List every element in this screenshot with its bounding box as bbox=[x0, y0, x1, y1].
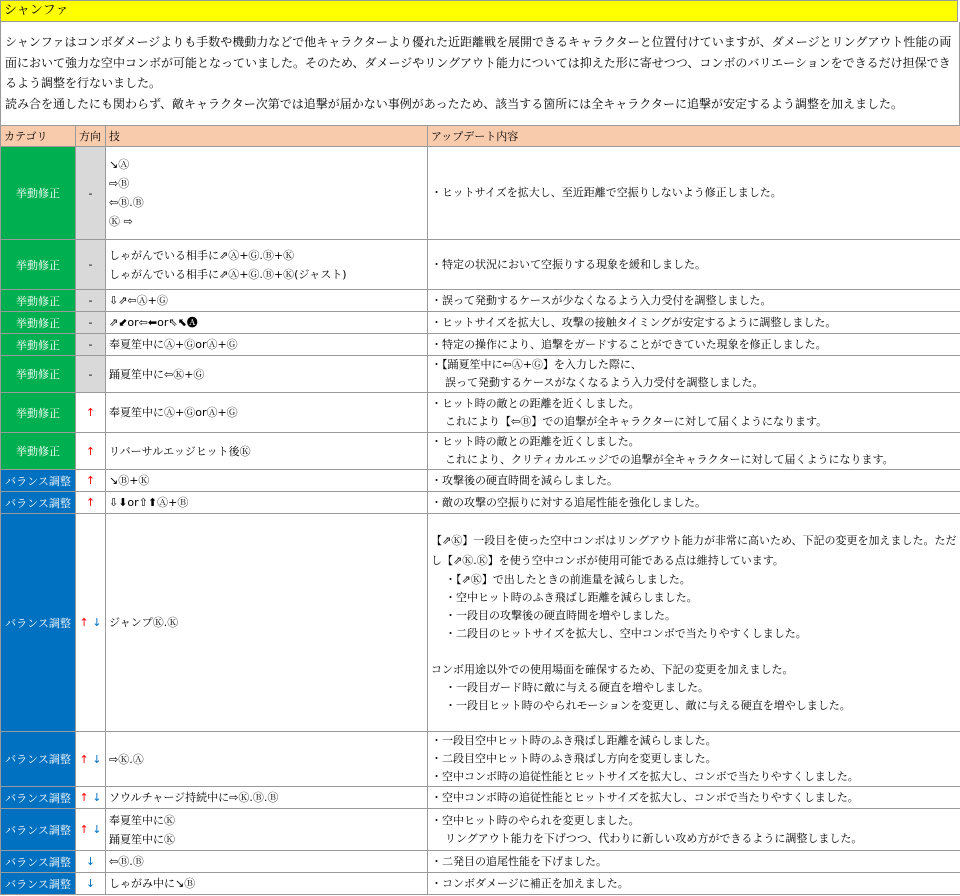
table-row bbox=[1, 787, 960, 809]
update-line: 誤って発動するケースがなくなるよう入力受付を調整しました。 bbox=[445, 376, 764, 389]
direction-cell: - bbox=[76, 290, 106, 312]
update-line: ・ヒット時の敵との距離を近くしました。 bbox=[431, 435, 640, 448]
category-cell: バランス調整 bbox=[1, 851, 76, 873]
up-arrow-icon: ↑ bbox=[79, 752, 89, 766]
update-line: ・二段目のヒットサイズを拡大し、空中コンボで当たりやすくしました。 bbox=[445, 626, 807, 640]
move-cell bbox=[106, 334, 428, 356]
table-row bbox=[1, 433, 960, 470]
header-update: アップデート内容 bbox=[428, 126, 960, 147]
category-cell: バランス調整 bbox=[1, 787, 76, 809]
update-cell bbox=[428, 147, 960, 240]
update-line: ・特定の操作により、追撃をガードすることができていた現象を修正しました。 bbox=[431, 337, 827, 351]
update-line: ・【⇗Ⓚ】で出したときの前進量を減らしました。 bbox=[445, 572, 691, 586]
update-cell bbox=[428, 732, 960, 787]
update-line: ・攻撃後の硬直時間を減らしました。 bbox=[431, 473, 618, 487]
category-cell: 挙動修正 bbox=[1, 433, 76, 470]
move-cell bbox=[106, 470, 428, 492]
page-title: シャンファ bbox=[0, 0, 958, 22]
up-arrow-icon: ↑ bbox=[85, 444, 96, 458]
table-row bbox=[1, 492, 960, 514]
update-line: ・一段目の攻撃後の硬直時間を増やしました。 bbox=[445, 608, 676, 622]
category-cell: バランス調整 bbox=[1, 492, 76, 514]
up-arrow-icon: ↑ bbox=[85, 474, 96, 487]
move-cell bbox=[106, 147, 428, 240]
move-command: ↘Ⓑ+Ⓚ bbox=[109, 474, 150, 487]
move-command: ⇦Ⓑ.Ⓑ bbox=[109, 196, 144, 209]
table-row bbox=[1, 873, 960, 895]
table-row bbox=[1, 312, 960, 334]
down-arrow-icon: ↓ bbox=[92, 616, 102, 629]
move-command: リバーサルエッジヒット後Ⓚ bbox=[109, 444, 251, 458]
table-body bbox=[1, 147, 960, 895]
update-line: ・敵の攻撃の空振りに対する追尾性能を強化しました。 bbox=[431, 495, 706, 509]
direction-cell bbox=[76, 433, 106, 470]
table-row bbox=[1, 356, 960, 393]
category-cell: 挙動修正 bbox=[1, 334, 76, 356]
direction-cell bbox=[76, 393, 106, 433]
table-row bbox=[1, 393, 960, 433]
table-row bbox=[1, 147, 960, 240]
intro-paragraph-2: 読み合を通したにも関わらず、敵キャラクター次第では追撃が届かない事例があったため、該当する箇所には全キャラクターに追撃が安定するよう調整を加えました。 bbox=[5, 96, 903, 111]
move-command: ⇨Ⓚ.Ⓐ bbox=[109, 752, 144, 766]
table-row bbox=[1, 851, 960, 873]
direction-cell: - bbox=[76, 312, 106, 334]
direction-cell bbox=[76, 732, 106, 787]
move-cell bbox=[106, 492, 428, 514]
direction-cell bbox=[76, 787, 106, 809]
move-cell bbox=[106, 290, 428, 312]
move-command: しゃがんでいる相手に⇗Ⓐ+Ⓖ.Ⓑ+Ⓚ(ジャスト) bbox=[109, 267, 347, 281]
table-row bbox=[1, 290, 960, 312]
table-row bbox=[1, 334, 960, 356]
update-cell bbox=[428, 240, 960, 290]
move-cell bbox=[106, 433, 428, 470]
category-cell: バランス調整 bbox=[1, 470, 76, 492]
up-arrow-icon: ↑ bbox=[85, 406, 96, 419]
update-line: ・空中ヒット時のやられを変更しました。 bbox=[431, 813, 640, 827]
move-command: ↘Ⓐ bbox=[109, 158, 130, 171]
update-cell bbox=[428, 809, 960, 851]
update-cell bbox=[428, 290, 960, 312]
up-arrow-icon: ↑ bbox=[79, 823, 89, 836]
update-line: ・コンボダメージに補正を加えました。 bbox=[431, 876, 629, 890]
update-line: ・一段目ガード時に敵に与える硬直を増やしました。 bbox=[445, 680, 709, 694]
up-arrow-icon: ↑ bbox=[85, 496, 96, 509]
update-cell bbox=[428, 851, 960, 873]
down-arrow-icon: ↓ bbox=[92, 791, 102, 804]
category-cell: 挙動修正 bbox=[1, 147, 76, 240]
direction-cell bbox=[76, 470, 106, 492]
update-line: ・空中コンボ時の追従性能とヒットサイズを拡大し、コンボで当たりやすくしました。 bbox=[431, 790, 859, 804]
move-command: 踊夏笙中に⇦Ⓚ+Ⓖ bbox=[109, 367, 205, 381]
direction-cell bbox=[76, 492, 106, 514]
update-line: ・二発目の追尾性能を下げました。 bbox=[431, 854, 607, 868]
up-arrow-icon: ↑ bbox=[79, 616, 89, 629]
move-command: 奉夏笙中にⓀ bbox=[109, 813, 175, 827]
direction-cell: - bbox=[76, 240, 106, 290]
move-cell bbox=[106, 514, 428, 732]
update-cell bbox=[428, 873, 960, 895]
update-line: 【⇗Ⓚ】一段目を使った空中コンボはリングアウト能力が非常に高いため、下記の変更を加えました。ただし【⇗Ⓚ.Ⓚ】を使う空中コンボが使用可能である点は維持しています。 bbox=[431, 533, 957, 567]
table-row bbox=[1, 732, 960, 787]
intro-text bbox=[0, 22, 960, 125]
update-line: リングアウト能力を下げつつ、代わりに新しい攻め方ができるように調整しました。 bbox=[445, 831, 863, 845]
update-line: ・一段目ヒット時のやられモーションを変更し、敵に与える硬直を増やしました。 bbox=[445, 698, 851, 712]
update-cell bbox=[428, 514, 960, 732]
down-arrow-icon: ↓ bbox=[92, 823, 102, 836]
update-line: ・誤って発動するケースが少なくなるよう入力受付を調整しました。 bbox=[431, 293, 772, 307]
move-cell bbox=[106, 393, 428, 433]
direction-cell: - bbox=[76, 147, 106, 240]
move-command: ソウルチャージ持続中に⇨Ⓚ.Ⓑ.Ⓑ bbox=[109, 791, 279, 804]
update-line: ・ヒットサイズを拡大し、攻撃の接触タイミングが安定するように調整しました。 bbox=[431, 315, 837, 329]
update-cell bbox=[428, 787, 960, 809]
update-cell bbox=[428, 433, 960, 470]
category-cell: 挙動修正 bbox=[1, 290, 76, 312]
update-line bbox=[431, 643, 957, 661]
move-command: 奉夏笙中にⒶ+ⒼorⒶ+Ⓖ bbox=[109, 338, 238, 351]
category-cell: バランス調整 bbox=[1, 732, 76, 787]
update-table bbox=[0, 125, 960, 895]
move-cell bbox=[106, 851, 428, 873]
update-cell bbox=[428, 393, 960, 433]
table-row bbox=[1, 514, 960, 732]
update-line: これにより、クリティカルエッジでの追撃が全キャラクターに対して届くようになります。 bbox=[445, 453, 894, 466]
move-command: しゃがみ中に↘Ⓑ bbox=[109, 877, 196, 890]
move-cell bbox=[106, 312, 428, 334]
direction-cell bbox=[76, 873, 106, 895]
category-cell: 挙動修正 bbox=[1, 312, 76, 334]
direction-cell bbox=[76, 809, 106, 851]
move-cell bbox=[106, 873, 428, 895]
update-line: ・ヒット時の敵との距離を近くしました。 bbox=[431, 396, 640, 410]
update-line: ・特定の状況において空振りする現象を緩和しました。 bbox=[431, 257, 706, 271]
update-line: ・【踊夏笙中に⇦Ⓐ+Ⓖ】を入力した際に、 bbox=[431, 358, 642, 371]
move-command: 踊夏笙中にⓀ bbox=[109, 832, 175, 846]
update-line: ・空中ヒット時のふき飛ばし距離を減らしました。 bbox=[445, 590, 698, 604]
header-move: 技 bbox=[106, 126, 428, 147]
direction-cell bbox=[76, 514, 106, 732]
direction-cell bbox=[76, 851, 106, 873]
up-arrow-icon: ↑ bbox=[79, 791, 89, 804]
move-cell bbox=[106, 787, 428, 809]
move-command: 奉夏笙中にⒶ+ⒼorⒶ+Ⓖ bbox=[109, 406, 238, 419]
update-line: ・空中コンボ時の追従性能とヒットサイズを拡大し、コンボで当たりやすくしました。 bbox=[431, 770, 859, 783]
move-command: しゃがんでいる相手に⇗Ⓐ+Ⓖ.Ⓑ+Ⓚ bbox=[109, 248, 295, 262]
move-cell bbox=[106, 809, 428, 851]
update-line: ・ヒットサイズを拡大し、至近距離で空振りしないよう修正しました。 bbox=[431, 186, 782, 199]
category-cell: 挙動修正 bbox=[1, 356, 76, 393]
update-line: ・一段目空中ヒット時のふき飛ばし距離を減らしました。 bbox=[431, 734, 717, 747]
table-header-row bbox=[1, 126, 960, 147]
move-cell bbox=[106, 240, 428, 290]
down-arrow-icon: ↓ bbox=[92, 752, 102, 766]
category-cell: バランス調整 bbox=[1, 873, 76, 895]
direction-cell: - bbox=[76, 334, 106, 356]
table-row bbox=[1, 470, 960, 492]
table-row bbox=[1, 240, 960, 290]
update-cell bbox=[428, 312, 960, 334]
update-cell bbox=[428, 334, 960, 356]
category-cell: 挙動修正 bbox=[1, 393, 76, 433]
move-command: ジャンプⓀ.Ⓚ bbox=[109, 616, 179, 629]
down-arrow-icon: ↓ bbox=[85, 877, 96, 890]
move-command: ⇗⬋or⇦⬅or⇖⬉🅐 bbox=[109, 316, 198, 329]
table-row bbox=[1, 809, 960, 851]
category-cell: バランス調整 bbox=[1, 809, 76, 851]
move-command: ⇩⇗⇦Ⓐ+Ⓖ bbox=[109, 294, 168, 307]
header-category: カテゴリ bbox=[1, 126, 76, 147]
move-cell bbox=[106, 356, 428, 393]
direction-cell: - bbox=[76, 356, 106, 393]
move-command: ⇦Ⓑ.Ⓑ bbox=[109, 855, 144, 868]
category-cell: 挙動修正 bbox=[1, 240, 76, 290]
update-cell bbox=[428, 492, 960, 514]
move-cell bbox=[106, 732, 428, 787]
down-arrow-icon: ↓ bbox=[85, 855, 96, 868]
header-direction: 方向 bbox=[76, 126, 106, 147]
update-line: コンボ用途以外での使用場面を確保するため、下記の変更を加えました。 bbox=[431, 662, 794, 676]
category-cell: バランス調整 bbox=[1, 514, 76, 732]
intro-paragraph-1: シャンファはコンボダメージよりも手数や機動力などで他キャラクターより優れた近距離戦を展開できるキャラクターと位置付けていますが、ダメージとリングアウト性能の両面において強力な空中コンボが可能となっていました。そのため、ダメージやリングアウト能力については抑えた形に寄せつつ、コンボのバリエーションをできるだけ担保できるよう調整を行ないました。 bbox=[5, 35, 952, 90]
update-line: ・二段目空中ヒット時のふき飛ばし方向を変更しました。 bbox=[431, 752, 717, 765]
move-command: ⇨Ⓑ bbox=[109, 177, 130, 190]
move-command: ⇩⬇or⇧⬆Ⓐ+Ⓑ bbox=[109, 496, 189, 509]
update-cell bbox=[428, 356, 960, 393]
move-command: Ⓚ ⇨ bbox=[109, 215, 133, 228]
update-line: これにより【⇦Ⓑ】での追撃が全キャラクターに対して届くようになります。 bbox=[445, 414, 828, 428]
update-cell bbox=[428, 470, 960, 492]
